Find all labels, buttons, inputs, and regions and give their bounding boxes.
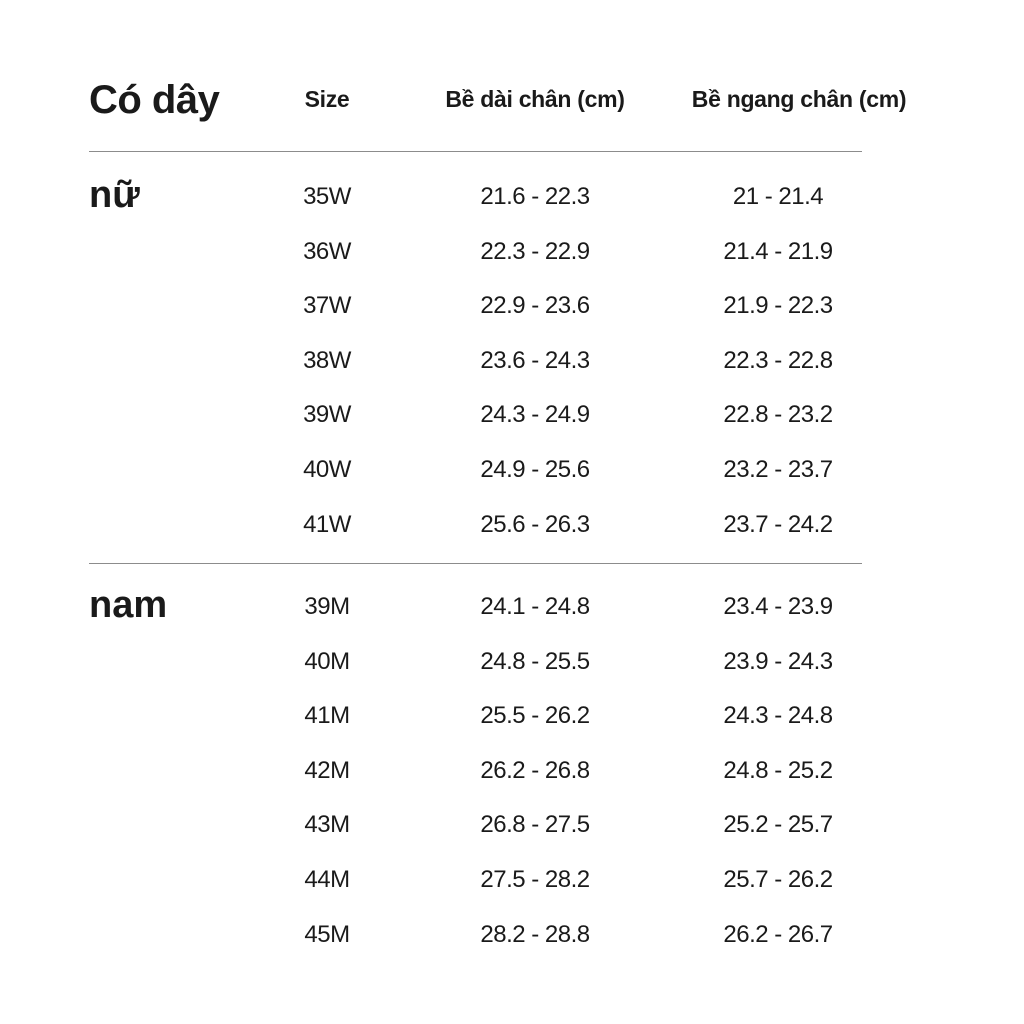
size-cell: 39W: [303, 401, 351, 429]
foot-length-cell: 25.5 - 26.2: [480, 702, 590, 730]
size-cell: 42M: [304, 756, 350, 784]
foot-width-cell: 23.9 - 24.3: [723, 647, 833, 675]
size-cell: 41W: [303, 510, 351, 538]
foot-width-cell: 25.2 - 25.7: [723, 811, 833, 839]
foot-length-cell: 25.6 - 26.3: [480, 510, 590, 538]
group-label-women: nữ: [89, 174, 140, 216]
foot-length-cell: 24.8 - 25.5: [480, 647, 590, 675]
size-cell: 45M: [304, 920, 350, 948]
foot-width-cell: 22.8 - 23.2: [723, 401, 833, 429]
foot-length-cell: 22.9 - 23.6: [480, 292, 590, 320]
foot-width-cell: 21 - 21.4: [732, 183, 824, 210]
size-cell: 40W: [303, 455, 351, 483]
foot-width-cell: 25.7 - 26.2: [723, 865, 833, 893]
foot-length-cell: 24.9 - 25.6: [480, 455, 590, 483]
group-label-men: nam: [89, 584, 168, 626]
foot-length-cell: 27.5 - 28.2: [480, 865, 590, 893]
size-cell: 38W: [303, 346, 351, 374]
size-cell: 40M: [304, 647, 350, 675]
size-cell: 43M: [304, 811, 350, 839]
header-foot-length: Bề dài chân (cm): [445, 86, 625, 112]
foot-width-cell: 21.9 - 22.3: [723, 292, 833, 320]
foot-width-cell: 23.4 - 23.9: [723, 593, 833, 620]
header-size: Size: [304, 86, 350, 112]
divider-groups: [89, 563, 862, 564]
header-foot-width: Bề ngang chân (cm): [691, 86, 907, 112]
size-cell: 36W: [303, 237, 351, 265]
size-cell: 35W: [303, 183, 351, 210]
foot-length-cell: 24.1 - 24.8: [480, 593, 590, 620]
divider-header: [89, 151, 862, 152]
foot-width-cell: 26.2 - 26.7: [723, 920, 833, 948]
foot-length-cell: 26.8 - 27.5: [480, 811, 590, 839]
foot-width-cell: 21.4 - 21.9: [723, 237, 833, 265]
foot-length-cell: 24.3 - 24.9: [480, 401, 590, 429]
foot-width-cell: 22.3 - 22.8: [723, 346, 833, 374]
size-cell: 44M: [304, 865, 350, 893]
foot-width-cell: 24.3 - 24.8: [723, 702, 833, 730]
page-title: Có dây: [89, 78, 220, 122]
foot-length-cell: 23.6 - 24.3: [480, 346, 590, 374]
foot-length-cell: 22.3 - 22.9: [480, 237, 590, 265]
foot-width-cell: 23.7 - 24.2: [723, 510, 833, 538]
size-cell: 41M: [304, 702, 350, 730]
foot-length-cell: 21.6 - 22.3: [480, 183, 590, 210]
foot-length-cell: 26.2 - 26.8: [480, 756, 590, 784]
size-cell: 39M: [304, 593, 350, 620]
foot-length-cell: 28.2 - 28.8: [480, 920, 590, 948]
foot-width-cell: 24.8 - 25.2: [723, 756, 833, 784]
foot-width-cell: 23.2 - 23.7: [723, 455, 833, 483]
size-cell: 37W: [303, 292, 351, 320]
